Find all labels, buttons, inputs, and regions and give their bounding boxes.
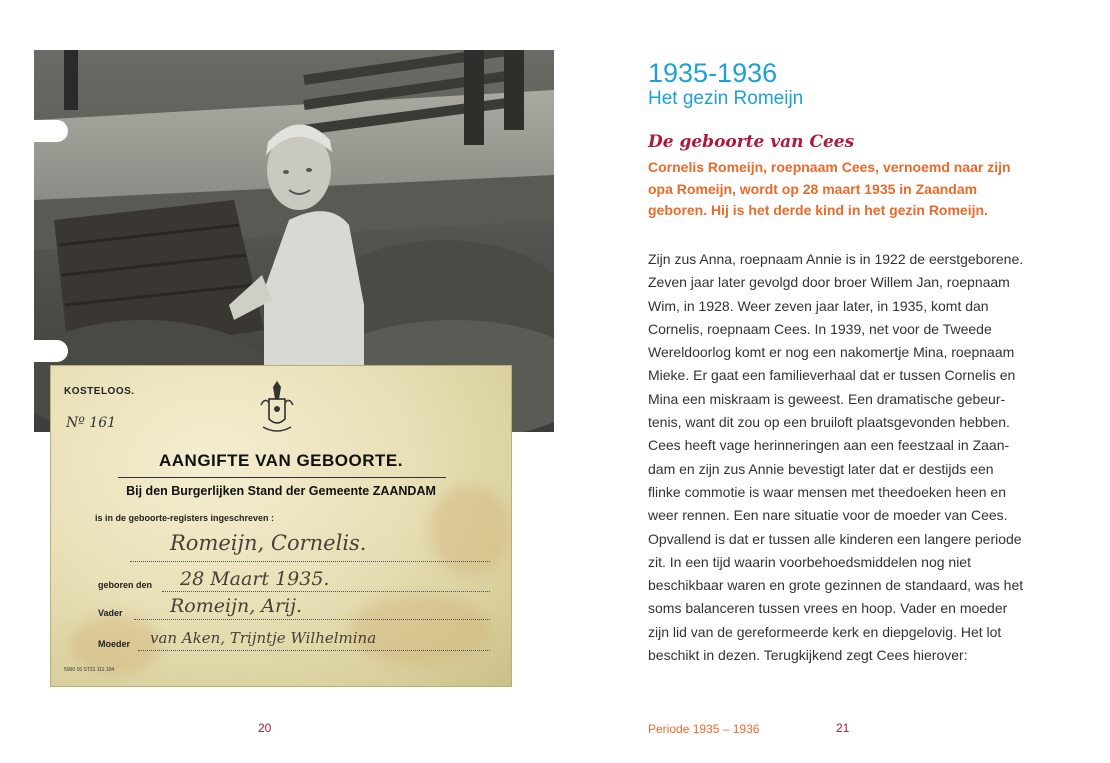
- coat-of-arms-icon: [255, 377, 299, 437]
- cert-registered-text: is in de geboorte-registers ingeschreven :: [95, 513, 275, 523]
- cert-dotted-line: [138, 650, 490, 651]
- body-line: Mina een miskraam is geweest. Een dramatische gebeur-: [648, 390, 1006, 407]
- body-line: dam en zijn zus Annie bevestigt later dat er destijds een: [648, 460, 994, 477]
- film-sprocket: [34, 120, 68, 142]
- body-line: Zeven jaar later gevolgd door broer Willem Jan, roepnaam: [648, 274, 1010, 291]
- cert-dotted-line: [134, 619, 490, 620]
- page-number-left: 20: [258, 721, 272, 735]
- cert-born-handwriting: 28 Maart 1935.: [180, 568, 330, 590]
- cert-mother-handwriting: van Aken, Trijntje Wilhelmina: [150, 629, 377, 647]
- cert-dotted-line: [130, 561, 490, 562]
- body-line: Wereldoorlog komt er nog een nakomertje Mina, roepnaam: [648, 344, 1015, 361]
- cert-title: AANGIFTE VAN GEBOORTE.: [159, 451, 403, 470]
- cert-mother-label: Moeder: [98, 639, 131, 649]
- body-line: Mieke. Er gaat een familieverhaal dat er tussen Cornelis en: [648, 367, 1016, 384]
- section-heading: De geboorte van Cees: [648, 132, 855, 152]
- body-paragraph: [648, 248, 1048, 667]
- lead-line: Cornelis Romeijn, roepnaam Cees, vernoemd naar zijn: [648, 159, 1011, 175]
- birth-certificate: [50, 365, 512, 687]
- cert-number: Nº 161: [66, 415, 117, 431]
- lead-line: geboren. Hij is het derde kind in het gezin Romeijn.: [648, 202, 988, 219]
- page-number-right: 21: [836, 721, 850, 735]
- cert-dotted-line: [162, 591, 490, 592]
- body-line: zijn lid van de gereformeerde kerk en diepgelovig. Het lot: [648, 623, 1002, 640]
- cert-name-handwriting: Romeijn, Cornelis.: [170, 531, 367, 555]
- lead-paragraph: [648, 157, 1048, 222]
- body-line: beschikbaar waren en grote gezinnen de standaard, was het: [648, 577, 1024, 594]
- cert-kosteloos: KOSTELOOS.: [64, 386, 135, 397]
- cert-divider: [118, 477, 446, 478]
- body-line: soms balanceren tussen vrees en hoop. Vader en moeder: [648, 600, 1008, 617]
- cert-father-handwriting: Romeijn, Arij.: [170, 595, 303, 617]
- body-line: zit. In een tijd waarin voorbehoedsmiddelen nog niet: [648, 553, 971, 570]
- chapter-year-heading: 1935-1936: [648, 58, 778, 88]
- chapter-subtitle: Het gezin Romeijn: [648, 88, 804, 109]
- body-line: Zijn zus Anna, roepnaam Annie is in 1922 de eerstgeborene.: [648, 251, 1024, 267]
- body-line: Cornelis, roepnaam Cees. In 1939, net voor de Tweede: [648, 320, 992, 337]
- cert-printer-mark: 5000 16 ST21 111 104: [64, 667, 115, 673]
- cert-subtitle: Bij den Burgerlijken Stand der Gemeente ZAANDAM: [126, 484, 436, 498]
- body-line: Opvallend is dat er tussen alle kinderen een langere periode: [648, 530, 1022, 547]
- cert-father-label: Vader: [98, 608, 123, 618]
- lead-line: opa Romeijn, wordt op 28 maart 1935 in Zaandam: [648, 180, 978, 197]
- body-line: Wim, in 1928. Weer zeven jaar later, in 1935, komt dan: [648, 297, 989, 314]
- body-line: flinke commotie is waar mensen met theedoeken heen en: [648, 483, 1006, 500]
- body-line: beschikt in dezen. Terugkijkend zegt Cees hierover:: [648, 647, 968, 664]
- running-footer: Periode 1935 – 1936: [648, 722, 760, 736]
- body-line: Cees heeft vage herinneringen aan een feestzaal in Zaan-: [648, 437, 1010, 454]
- film-sprocket: [34, 340, 68, 362]
- cert-born-label: geboren den: [98, 580, 153, 590]
- body-line: weer rennen. Een nare situatie voor de moeder van Cees.: [648, 507, 1008, 524]
- body-line: tenis, want dit zou op een bruiloft plaatsgevonden hebben.: [648, 414, 1010, 431]
